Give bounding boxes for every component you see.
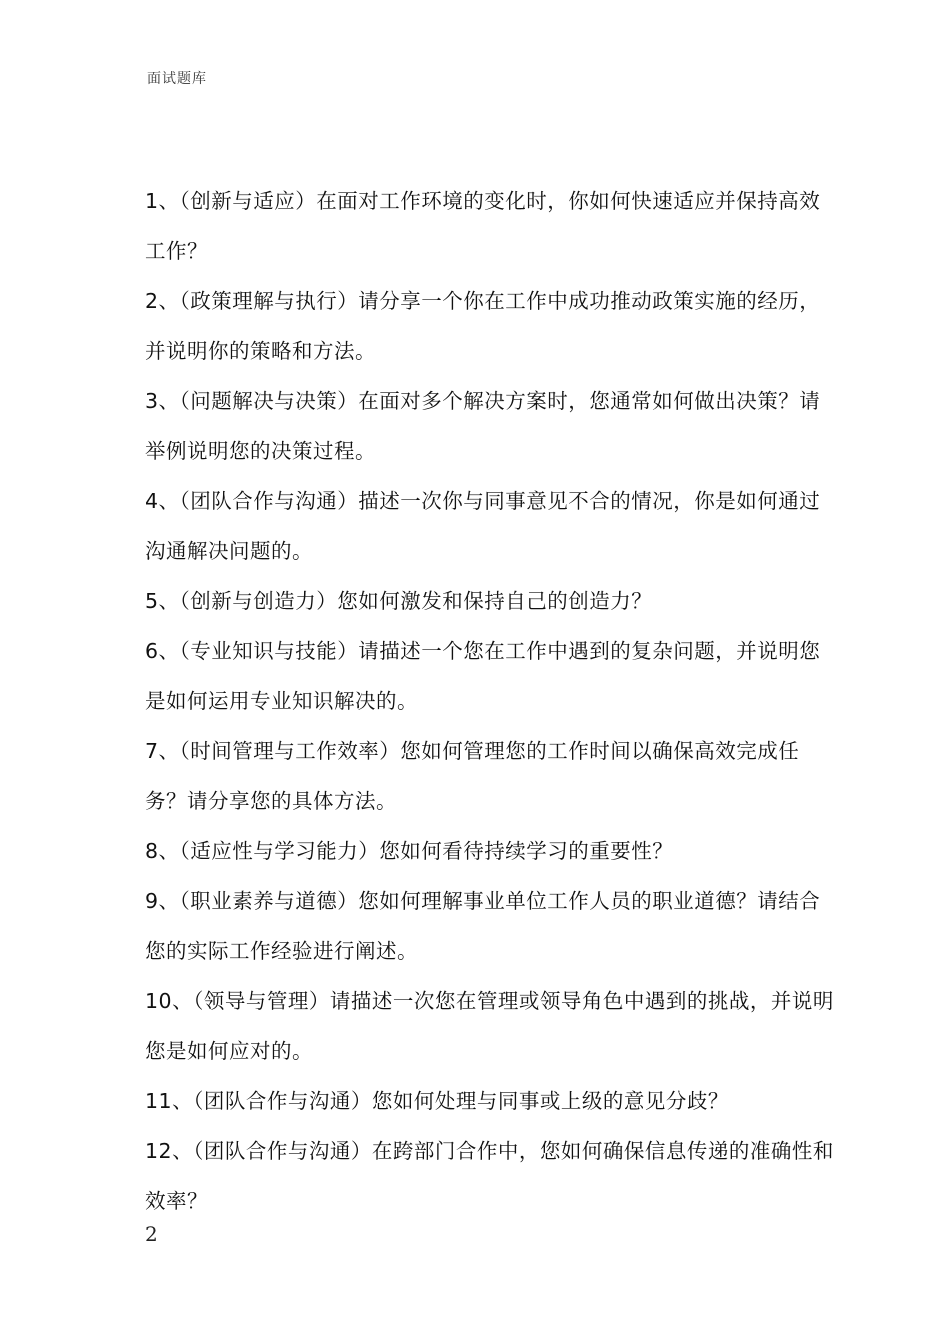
question-item-11: 11、（团队合作与沟通）您如何处理与同事或上级的意见分歧？: [145, 1089, 729, 1113]
question-item-4: 4、（团队合作与沟通）描述一次你与同事意见不合的情况，你是如何通过沟通解决问题的。: [145, 489, 821, 563]
question-list: [145, 176, 835, 1226]
question-item-8: 8、（适应性与学习能力）您如何看待持续学习的重要性？: [145, 839, 674, 863]
question-item-3: 3、（问题解决与决策）在面对多个解决方案时，您通常如何做出决策？请举例说明您的决策过程。: [145, 389, 821, 463]
page-number: 2: [145, 1222, 158, 1246]
question-item-5: 5、（创新与创造力）您如何激发和保持自己的创造力？: [145, 589, 653, 613]
question-item-10: 10、（领导与管理）请描述一次您在管理或领导角色中遇到的挑战，并说明您是如何应对的。: [145, 989, 834, 1063]
question-item-2: 2、（政策理解与执行）请分享一个你在工作中成功推动政策实施的经历，并说明你的策略和方法。: [145, 289, 821, 363]
question-item-6: 6、（专业知识与技能）请描述一个您在工作中遇到的复杂问题，并说明您是如何运用专业知识解决的。: [145, 639, 821, 713]
question-item-12: 12、（团队合作与沟通）在跨部门合作中，您如何确保信息传递的准确性和效率？: [145, 1139, 834, 1213]
question-item-1: 1、（创新与适应）在面对工作环境的变化时，你如何快速适应并保持高效工作？: [145, 189, 821, 263]
page-header-title: 面试题库: [147, 71, 207, 87]
question-item-7: 7、（时间管理与工作效率）您如何管理您的工作时间以确保高效完成任务？请分享您的具体方法。: [145, 739, 800, 813]
question-item-9: 9、（职业素养与道德）您如何理解事业单位工作人员的职业道德？请结合您的实际工作经验进行阐述。: [145, 889, 821, 963]
